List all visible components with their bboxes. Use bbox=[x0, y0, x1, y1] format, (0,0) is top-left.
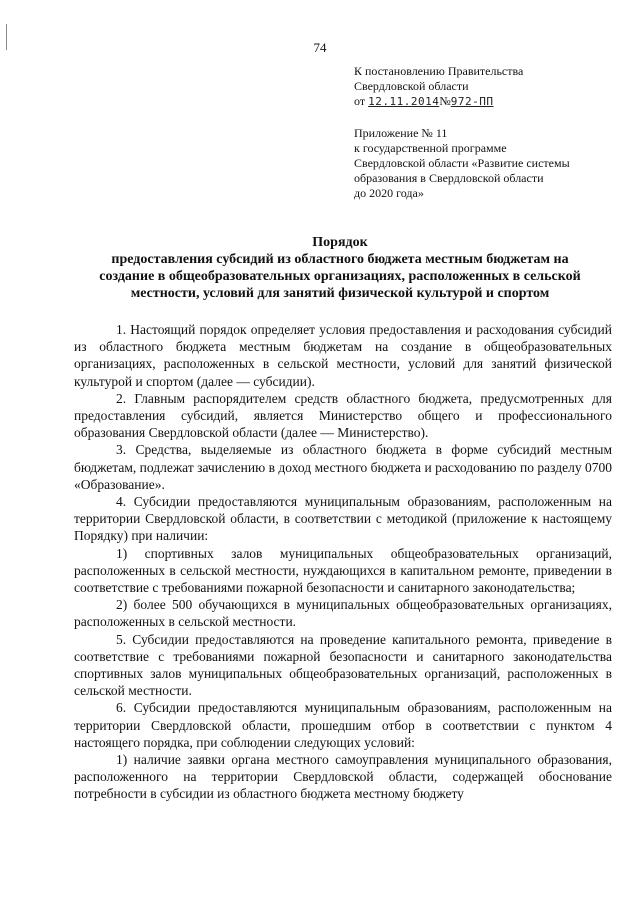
paragraph-6: 6. Субсидии предоставляются муниципальным образованиям, расположенным на территории Свердловской области, прошедшим отбор в соответствии с пунктом 4 настоящего порядка, при соблюдении следующих условий: bbox=[74, 700, 612, 750]
page-number: 74 bbox=[313, 40, 327, 55]
date-prefix: от bbox=[354, 94, 366, 108]
resolution-number: 972-ПП bbox=[450, 95, 494, 108]
header-line-2: Свердловской области bbox=[354, 79, 469, 93]
document-body bbox=[74, 321, 612, 803]
document-title bbox=[60, 234, 620, 302]
title-line-2: предоставления субсидий из областного бюджета местным бюджетам на bbox=[111, 252, 569, 267]
paragraph-4-item-2: 2) более 500 обучающихся в муниципальных общеобразовательных организациях, расположенных в сельской местности. bbox=[74, 597, 612, 630]
title-line-4: местности, условий для занятий физической культурой и спортом bbox=[130, 286, 550, 301]
header-line-1: К постановлению Правительства bbox=[354, 64, 524, 78]
paragraph-1: 1. Настоящий порядок определяет условия предоставления и расходования субсидий из областного бюджета местным бюджетам на создание в общеобразовательных организациях, расположенных в сельской местности, условий для занятий физической культурой и спортом (далее — субсидии). bbox=[74, 322, 612, 389]
header-date-line bbox=[354, 94, 523, 109]
title-line-3: создание в общеобразовательных организациях, расположенных в сельской bbox=[99, 269, 581, 284]
paragraph-5: 5. Субсидии предоставляются на проведение капитального ремонта, приведение в соответствие с требованиями пожарной безопасности и санитарного законодательства спортивных залов муниципальных общеобразовательных организаций, расположенных в сельской местности. bbox=[74, 631, 612, 699]
appendix-block bbox=[354, 126, 570, 201]
appendix-line-2: к государственной программе bbox=[354, 141, 507, 155]
paragraph-6-item-1: 1) наличие заявки органа местного самоуправления муниципального образования, расположенного на территории Свердловской области, содержащей обоснование потребности в субсидии из областного бюджета местному бюджету bbox=[74, 752, 612, 802]
paragraph-2: 2. Главным распорядителем средств областного бюджета, предусмотренных для предоставления субсидий, является Министерство общего и профессионального образования Свердловской области (далее — Министерство). bbox=[74, 390, 612, 441]
appendix-line-5: до 2020 года» bbox=[354, 186, 424, 200]
resolution-date: 12.11.2014 bbox=[368, 95, 440, 108]
appendix-line-4: образования в Свердловской области bbox=[354, 171, 544, 185]
resolution-header bbox=[354, 64, 523, 109]
paragraph-3: 3. Средства, выделяемые из областного бюджета в форме субсидий местным бюджетам, подлежат зачислению в доход местного бюджета и расходованию по разделу 0700 «Образование». bbox=[74, 442, 612, 492]
number-prefix: № bbox=[439, 94, 451, 108]
paragraph-4: 4. Субсидии предоставляются муниципальным образованиям, расположенным на территории Свердловской области, в соответствии с методикой (приложение к настоящему Порядку) при наличии: bbox=[74, 494, 612, 544]
paragraph-4-item-1: 1) спортивных залов муниципальных общеобразовательных организаций, расположенных в сельской местности, нуждающихся в капитальном ремонте, приведении в соответствие с требованиями пожарной безопасности и санитарного законодательства; bbox=[74, 545, 612, 596]
appendix-line-1: Приложение № 11 bbox=[354, 126, 448, 140]
appendix-line-3: Свердловской области «Развитие системы bbox=[354, 156, 570, 170]
title-line-1: Порядок bbox=[312, 235, 368, 250]
